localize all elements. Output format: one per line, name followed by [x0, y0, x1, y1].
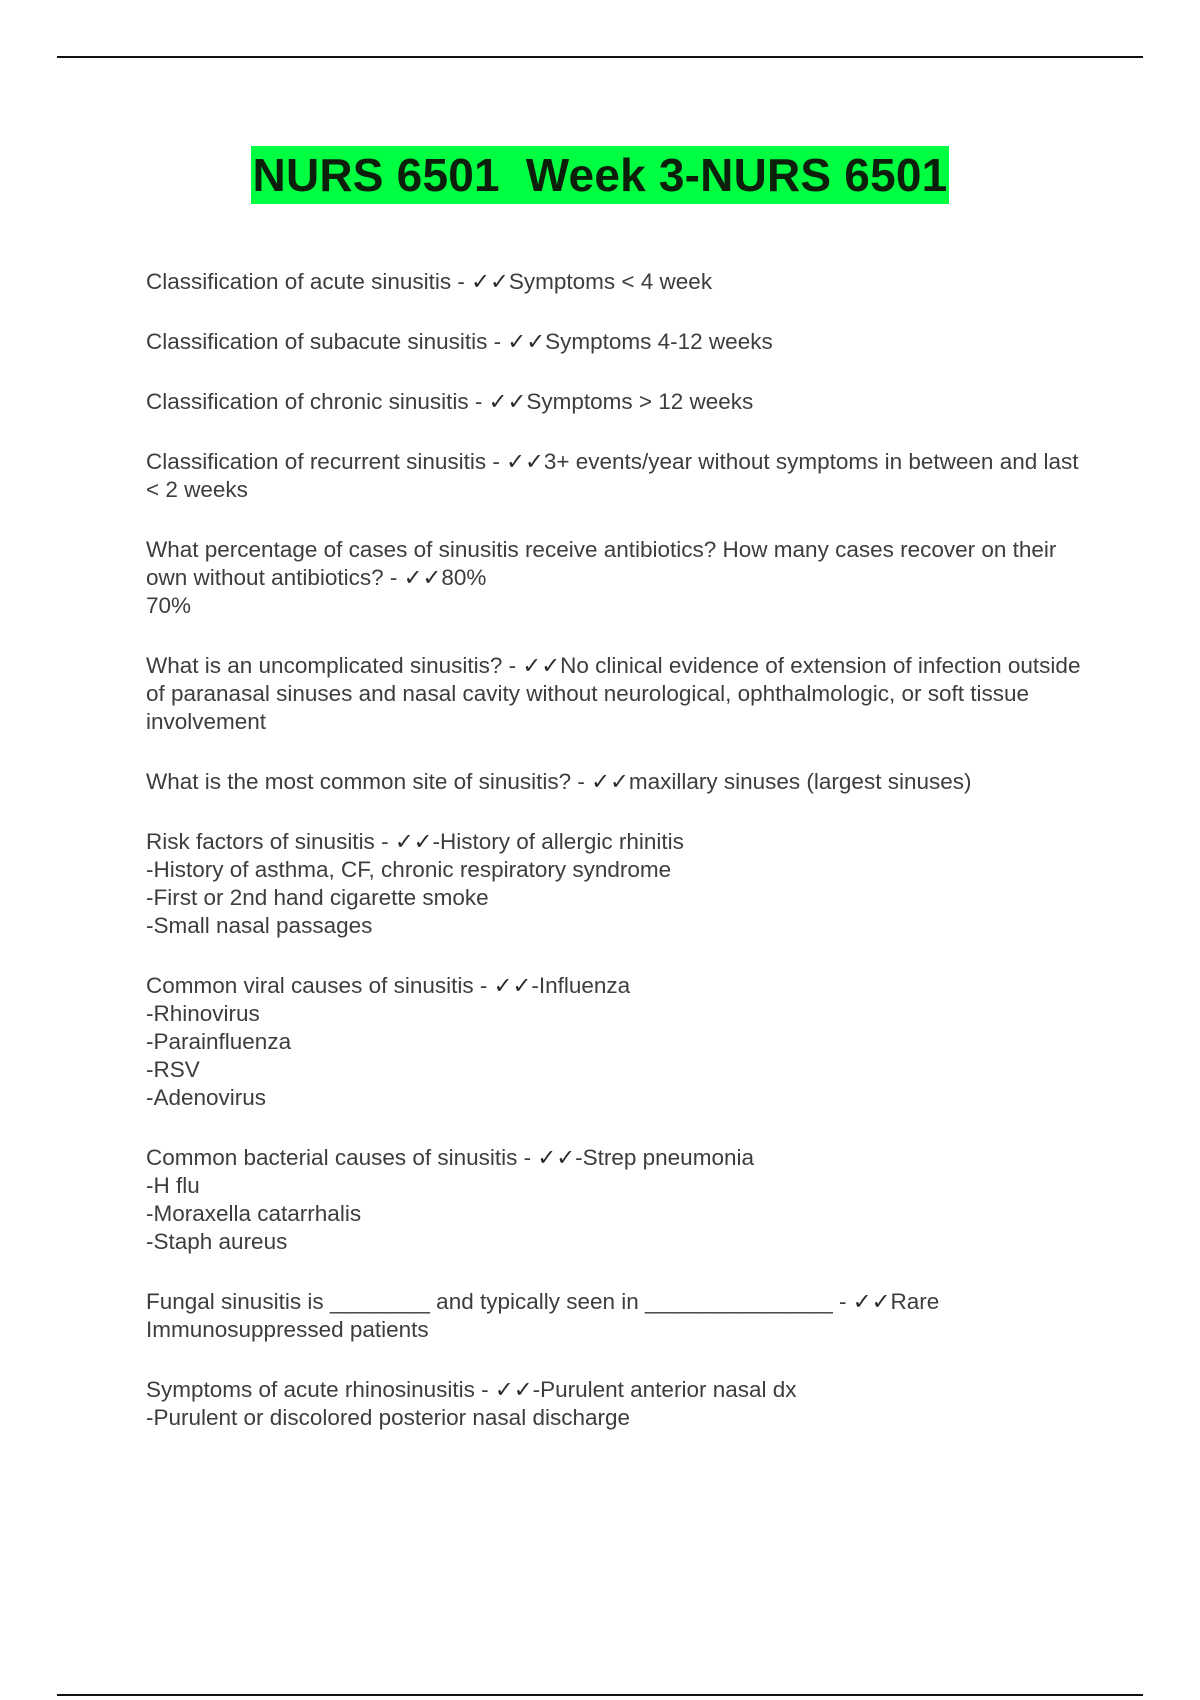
page-title: NURS 6501 Week 3-NURS 6501	[251, 146, 950, 204]
qa-item	[146, 328, 1086, 356]
checkmark-icon: ✓✓	[537, 1145, 576, 1170]
qa-item	[146, 388, 1086, 416]
qa-first-line	[146, 1288, 1086, 1316]
qa-first-line	[146, 1144, 1086, 1172]
question-text: What is the most common site of sinusitis? -	[146, 769, 592, 794]
checkmark-icon: ✓✓	[403, 565, 442, 590]
answer-line: -Moraxella catarrhalis	[146, 1201, 362, 1226]
answer-line: -History of asthma, CF, chronic respiratory syndrome	[146, 857, 672, 882]
question-text: Symptoms of acute rhinosinusitis -	[146, 1377, 495, 1402]
answer-text: Symptoms 4-12 weeks	[545, 329, 773, 354]
qa-first-line	[146, 768, 1086, 796]
checkmark-icon: ✓✓	[506, 449, 544, 474]
checkmark-icon: ✓✓	[522, 653, 561, 678]
question-text: Classification of chronic sinusitis -	[146, 389, 489, 414]
answer-line: -Purulent or discolored posterior nasal discharge	[146, 1405, 631, 1430]
checkmark-icon: ✓✓	[493, 973, 532, 998]
answer-text: -Strep pneumonia	[575, 1145, 754, 1170]
answer-text: 80%	[441, 565, 487, 590]
answer-text: -Influenza	[531, 973, 631, 998]
question-text: Classification of subacute sinusitis -	[146, 329, 508, 354]
qa-item	[146, 972, 1086, 1112]
qa-first-line	[146, 388, 1086, 416]
qa-item	[146, 1376, 1086, 1432]
checkmark-icon: ✓✓	[591, 769, 629, 794]
qa-item	[146, 268, 1086, 296]
answer-line: -Small nasal passages	[146, 913, 373, 938]
checkmark-icon: ✓✓	[852, 1289, 891, 1314]
qa-first-line	[146, 536, 1086, 592]
title-container	[0, 146, 1200, 204]
qa-item	[146, 1144, 1086, 1256]
answer-line: Immunosuppressed patients	[146, 1317, 429, 1342]
question-text: Classification of recurrent sinusitis -	[146, 449, 507, 474]
question-text: What percentage of cases of sinusitis receive antibiotics? How many cases recover on their own without antibiotics? -	[146, 537, 1063, 590]
question-text: Classification of acute sinusitis -	[146, 269, 472, 294]
answer-text: No clinical evidence of extension of infection outside of paranasal sinuses and nasal cavity without neurological, ophthalmologic, or soft tissue involvement	[146, 653, 1087, 734]
answer-line: -First or 2nd hand cigarette smoke	[146, 885, 489, 910]
answer-line: -RSV	[146, 1057, 200, 1082]
qa-first-line	[146, 268, 1086, 296]
answer-text: 3+ events/year without symptoms in between and last < 2 weeks	[146, 449, 1085, 502]
answer-line: -Rhinovirus	[146, 1001, 260, 1026]
checkmark-icon: ✓✓	[494, 1377, 533, 1402]
qa-first-line	[146, 448, 1086, 504]
answer-text: Symptoms > 12 weeks	[526, 389, 754, 414]
question-text: Fungal sinusitis is ________ and typically seen in _______________ -	[146, 1289, 853, 1314]
qa-first-line	[146, 652, 1086, 736]
question-text: Common viral causes of sinusitis -	[146, 973, 494, 998]
answer-line: -Parainfluenza	[146, 1029, 292, 1054]
answer-line: -Staph aureus	[146, 1229, 288, 1254]
qa-first-line	[146, 828, 1086, 856]
bottom-rule	[57, 1694, 1143, 1696]
answer-line: -H flu	[146, 1173, 200, 1198]
top-rule	[57, 56, 1143, 58]
answer-text: Rare	[890, 1289, 940, 1314]
qa-first-line	[146, 972, 1086, 1000]
question-text: Risk factors of sinusitis -	[146, 829, 395, 854]
answer-text: Symptoms < 4 week	[508, 269, 713, 294]
checkmark-icon: ✓✓	[471, 269, 509, 294]
qa-item	[146, 828, 1086, 940]
answer-line: 70%	[146, 593, 192, 618]
checkmark-icon: ✓✓	[488, 389, 527, 414]
qa-item	[146, 448, 1086, 504]
qa-list	[146, 268, 1086, 1464]
answer-text: -History of allergic rhinitis	[432, 829, 684, 854]
qa-item	[146, 652, 1086, 736]
question-text: What is an uncomplicated sinusitis? -	[146, 653, 523, 678]
qa-item	[146, 536, 1086, 620]
answer-text: maxillary sinuses (largest sinuses)	[628, 769, 972, 794]
checkmark-icon: ✓✓	[394, 829, 433, 854]
qa-item	[146, 1288, 1086, 1344]
answer-line: -Adenovirus	[146, 1085, 267, 1110]
answer-text: -Purulent anterior nasal dx	[532, 1377, 797, 1402]
question-text: Common bacterial causes of sinusitis -	[146, 1145, 538, 1170]
qa-first-line	[146, 328, 1086, 356]
qa-item	[146, 768, 1086, 796]
checkmark-icon: ✓✓	[507, 329, 546, 354]
qa-first-line	[146, 1376, 1086, 1404]
